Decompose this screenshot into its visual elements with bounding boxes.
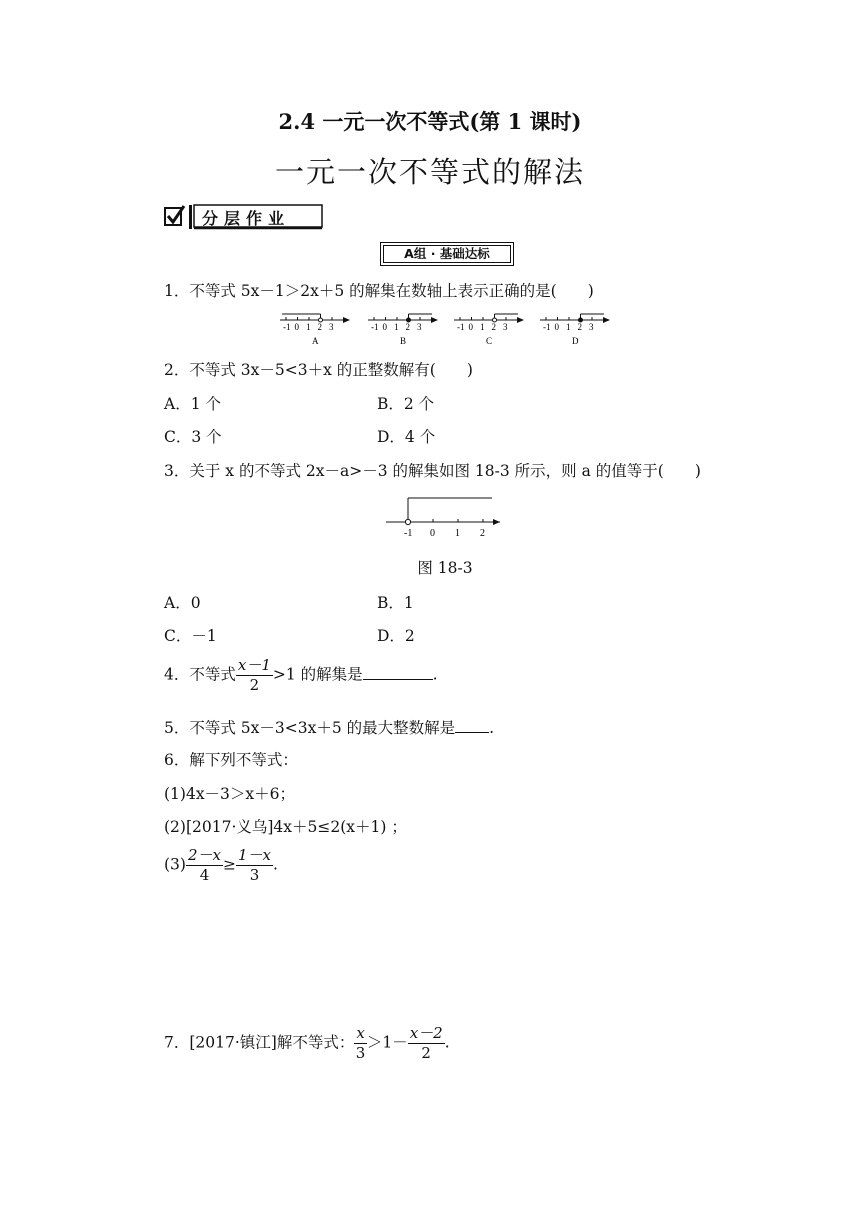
arrow-icon xyxy=(343,317,350,323)
q1-number-lines xyxy=(280,308,620,348)
q6-part-2: (2)[2017·义乌]4x＋5≤2(x＋1) ； xyxy=(164,818,407,836)
tick-label: 0 xyxy=(468,322,473,332)
tick-label: 2 xyxy=(317,322,322,332)
option-label: A xyxy=(312,336,319,346)
section-label: 分层作业 xyxy=(202,209,291,228)
q3-tick-label: 2 xyxy=(480,528,485,539)
q2-option-b: B．2 个 xyxy=(377,395,435,413)
figure-caption: 图 18-3 xyxy=(417,559,473,577)
option-label: C xyxy=(486,336,493,346)
tick-label: 1 xyxy=(566,322,571,332)
q6-part-1: (1)4x－3＞x＋6； xyxy=(164,785,296,803)
q6-part-3: (3) $\frac{2-x}{4}$ ≥ $\frac{1-x}{3}$ . xyxy=(164,846,278,884)
endpoint-dot xyxy=(493,318,497,322)
tick-label: 2 xyxy=(405,322,410,332)
q3-option-d: D．2 xyxy=(377,627,415,645)
group-label: A组 · 基础达标 xyxy=(380,242,514,266)
answer-blank[interactable] xyxy=(455,718,489,733)
arrow-icon xyxy=(603,317,610,323)
question-1: 1．不等式 5x－1＞2x＋5 的解集在数轴上表示正确的是( ) xyxy=(164,282,594,300)
section-badge xyxy=(164,204,324,234)
question-2: 2．不等式 3x－5<3＋x 的正整数解有( ) xyxy=(164,361,473,379)
tick-label: -1 xyxy=(457,322,465,332)
q2-option-d: D．4 个 xyxy=(377,428,436,446)
q3-option-c: C．－1 xyxy=(164,627,217,645)
endpoint-dot xyxy=(407,318,411,322)
endpoint-dot xyxy=(579,318,583,322)
lesson-subtitle: 一元一次不等式的解法 xyxy=(274,155,585,189)
arrow-icon xyxy=(431,317,438,323)
tick-label: -1 xyxy=(543,322,551,332)
q3-tick-label: -1 xyxy=(404,528,413,539)
option-label: D xyxy=(572,336,579,346)
question-4: 4．不等式 $\frac{x-1}{2}$ >1 的解集是 . xyxy=(164,656,438,694)
question-6: 6．解下列不等式： xyxy=(164,751,298,769)
tick-label: 0 xyxy=(294,322,299,332)
q3-number-line-figure xyxy=(382,492,508,540)
tick-label: 0 xyxy=(382,322,387,332)
tick-label: -1 xyxy=(371,322,379,332)
tick-label: 1 xyxy=(480,322,485,332)
tick-label: 3 xyxy=(417,322,422,332)
q3-option-b: B．1 xyxy=(377,594,414,612)
tick-label: 3 xyxy=(503,322,508,332)
endpoint-dot xyxy=(319,318,323,322)
tick-label: 2 xyxy=(491,322,496,332)
tick-label: 3 xyxy=(589,322,594,332)
question-3: 3．关于 x 的不等式 2x－a>－3 的解集如图 18-3 所示，则 a 的值等于( ) xyxy=(164,462,701,480)
tick-label: 1 xyxy=(306,322,311,332)
tick-label: 3 xyxy=(329,322,334,332)
q3-option-a: A．0 xyxy=(164,594,201,612)
answer-blank[interactable] xyxy=(363,665,433,680)
q3-tick-label: 1 xyxy=(455,528,460,539)
tick-label: 0 xyxy=(554,322,559,332)
tick-label: -1 xyxy=(283,322,291,332)
tick-label: 1 xyxy=(394,322,399,332)
arrow-icon xyxy=(517,317,524,323)
q3-tick-label: 0 xyxy=(430,528,435,539)
question-5: 5．不等式 5x－3<3x＋5 的最大整数解是 . xyxy=(164,719,495,737)
q4-fraction: $\frac{x-1}{2}$ xyxy=(237,656,271,694)
option-label: B xyxy=(400,336,407,346)
lesson-title: 2.4 一元一次不等式(第 1 课时) xyxy=(278,109,582,134)
q2-option-a: A．1 个 xyxy=(164,395,221,413)
q2-option-c: C．3 个 xyxy=(164,428,222,446)
question-7: 7．[2017·镇江]解不等式： $\frac{x}{3}$ ＞1－ $\frac{x-2}{2}$ . xyxy=(164,1024,450,1062)
tick-label: 2 xyxy=(577,322,582,332)
